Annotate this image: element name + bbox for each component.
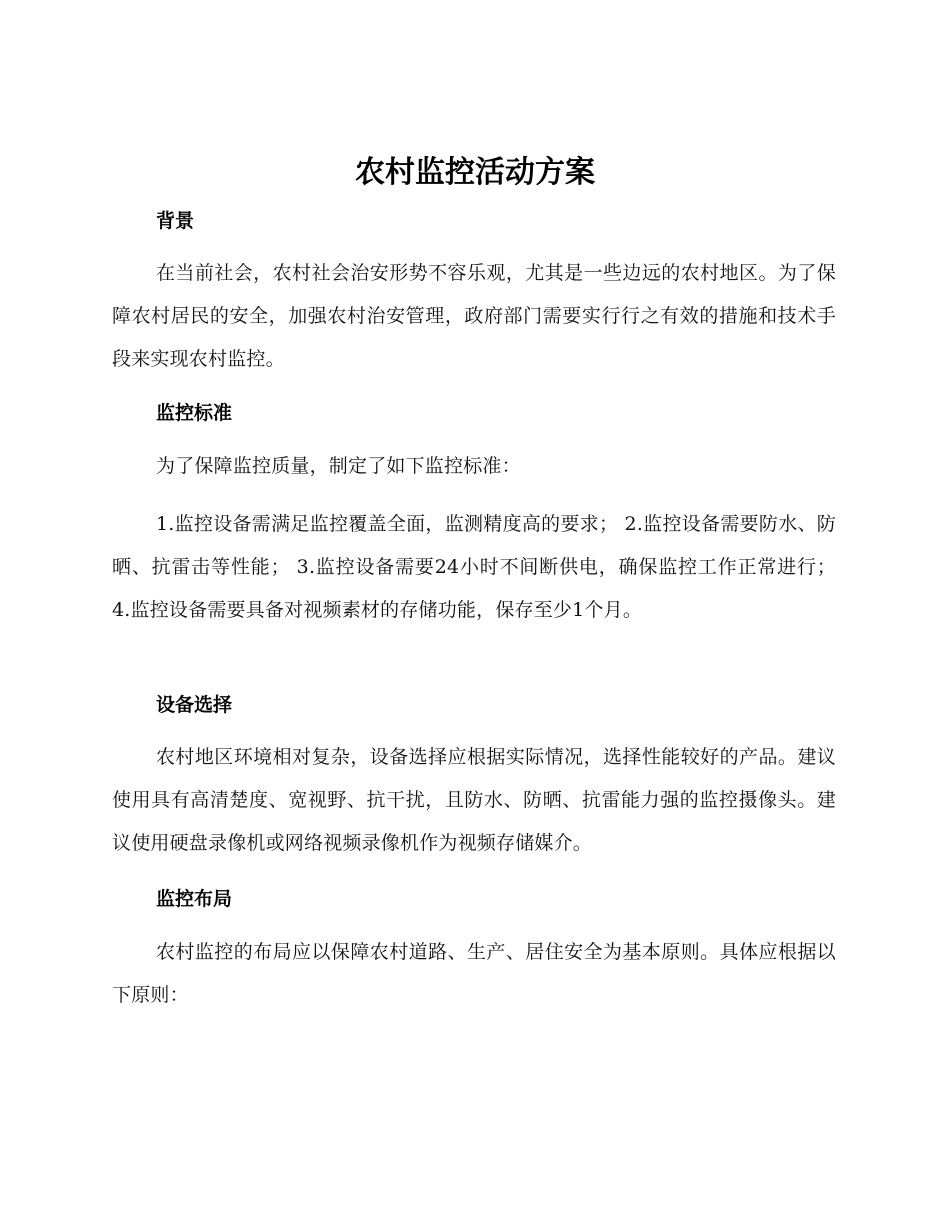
section-heading-equipment-selection: 设备选择: [156, 694, 233, 716]
standards-intro-paragraph: 为了保障监控质量，制定了如下监控标准：: [156, 455, 521, 477]
section-heading-monitoring-standards: 监控标准: [156, 402, 233, 424]
background-paragraph: 在当前社会，农村社会治安形势不容乐观，尤其是一些边远的农村地区。为了保障农村居民的安全，加强农村治安管理，政府部门需要实行行之有效的措施和技术手段来实现农村监控。: [112, 262, 836, 370]
equipment-paragraph: 农村地区环境相对复杂，设备选择应根据实际情况，选择性能较好的产品。建议使用具有高清楚度、宽视野、抗干扰，且防水、防晒、抗雷能力强的监控摄像头。建议使用硬盘录像机或网络视频录像机作为视频存储媒介。: [112, 746, 836, 854]
layout-paragraph: 农村监控的布局应以保障农村道路、生产、居住安全为基本原则。具体应根据以下原则：: [112, 941, 836, 1006]
section-heading-monitoring-layout: 监控布局: [156, 888, 233, 910]
document-title: 农村监控活动方案: [355, 155, 595, 190]
standards-list-paragraph: 1.监控设备需满足监控覆盖全面，监测精度高的要求； 2.监控设备需要防水、防晒、抗雷击等性能； 3.监控设备需要24小时不间断供电，确保监控工作正常进行； 4.监控设备需要具备对视频素材的存储功能，保存至少1个月。: [112, 513, 836, 621]
section-heading-background: 背景: [156, 210, 195, 232]
